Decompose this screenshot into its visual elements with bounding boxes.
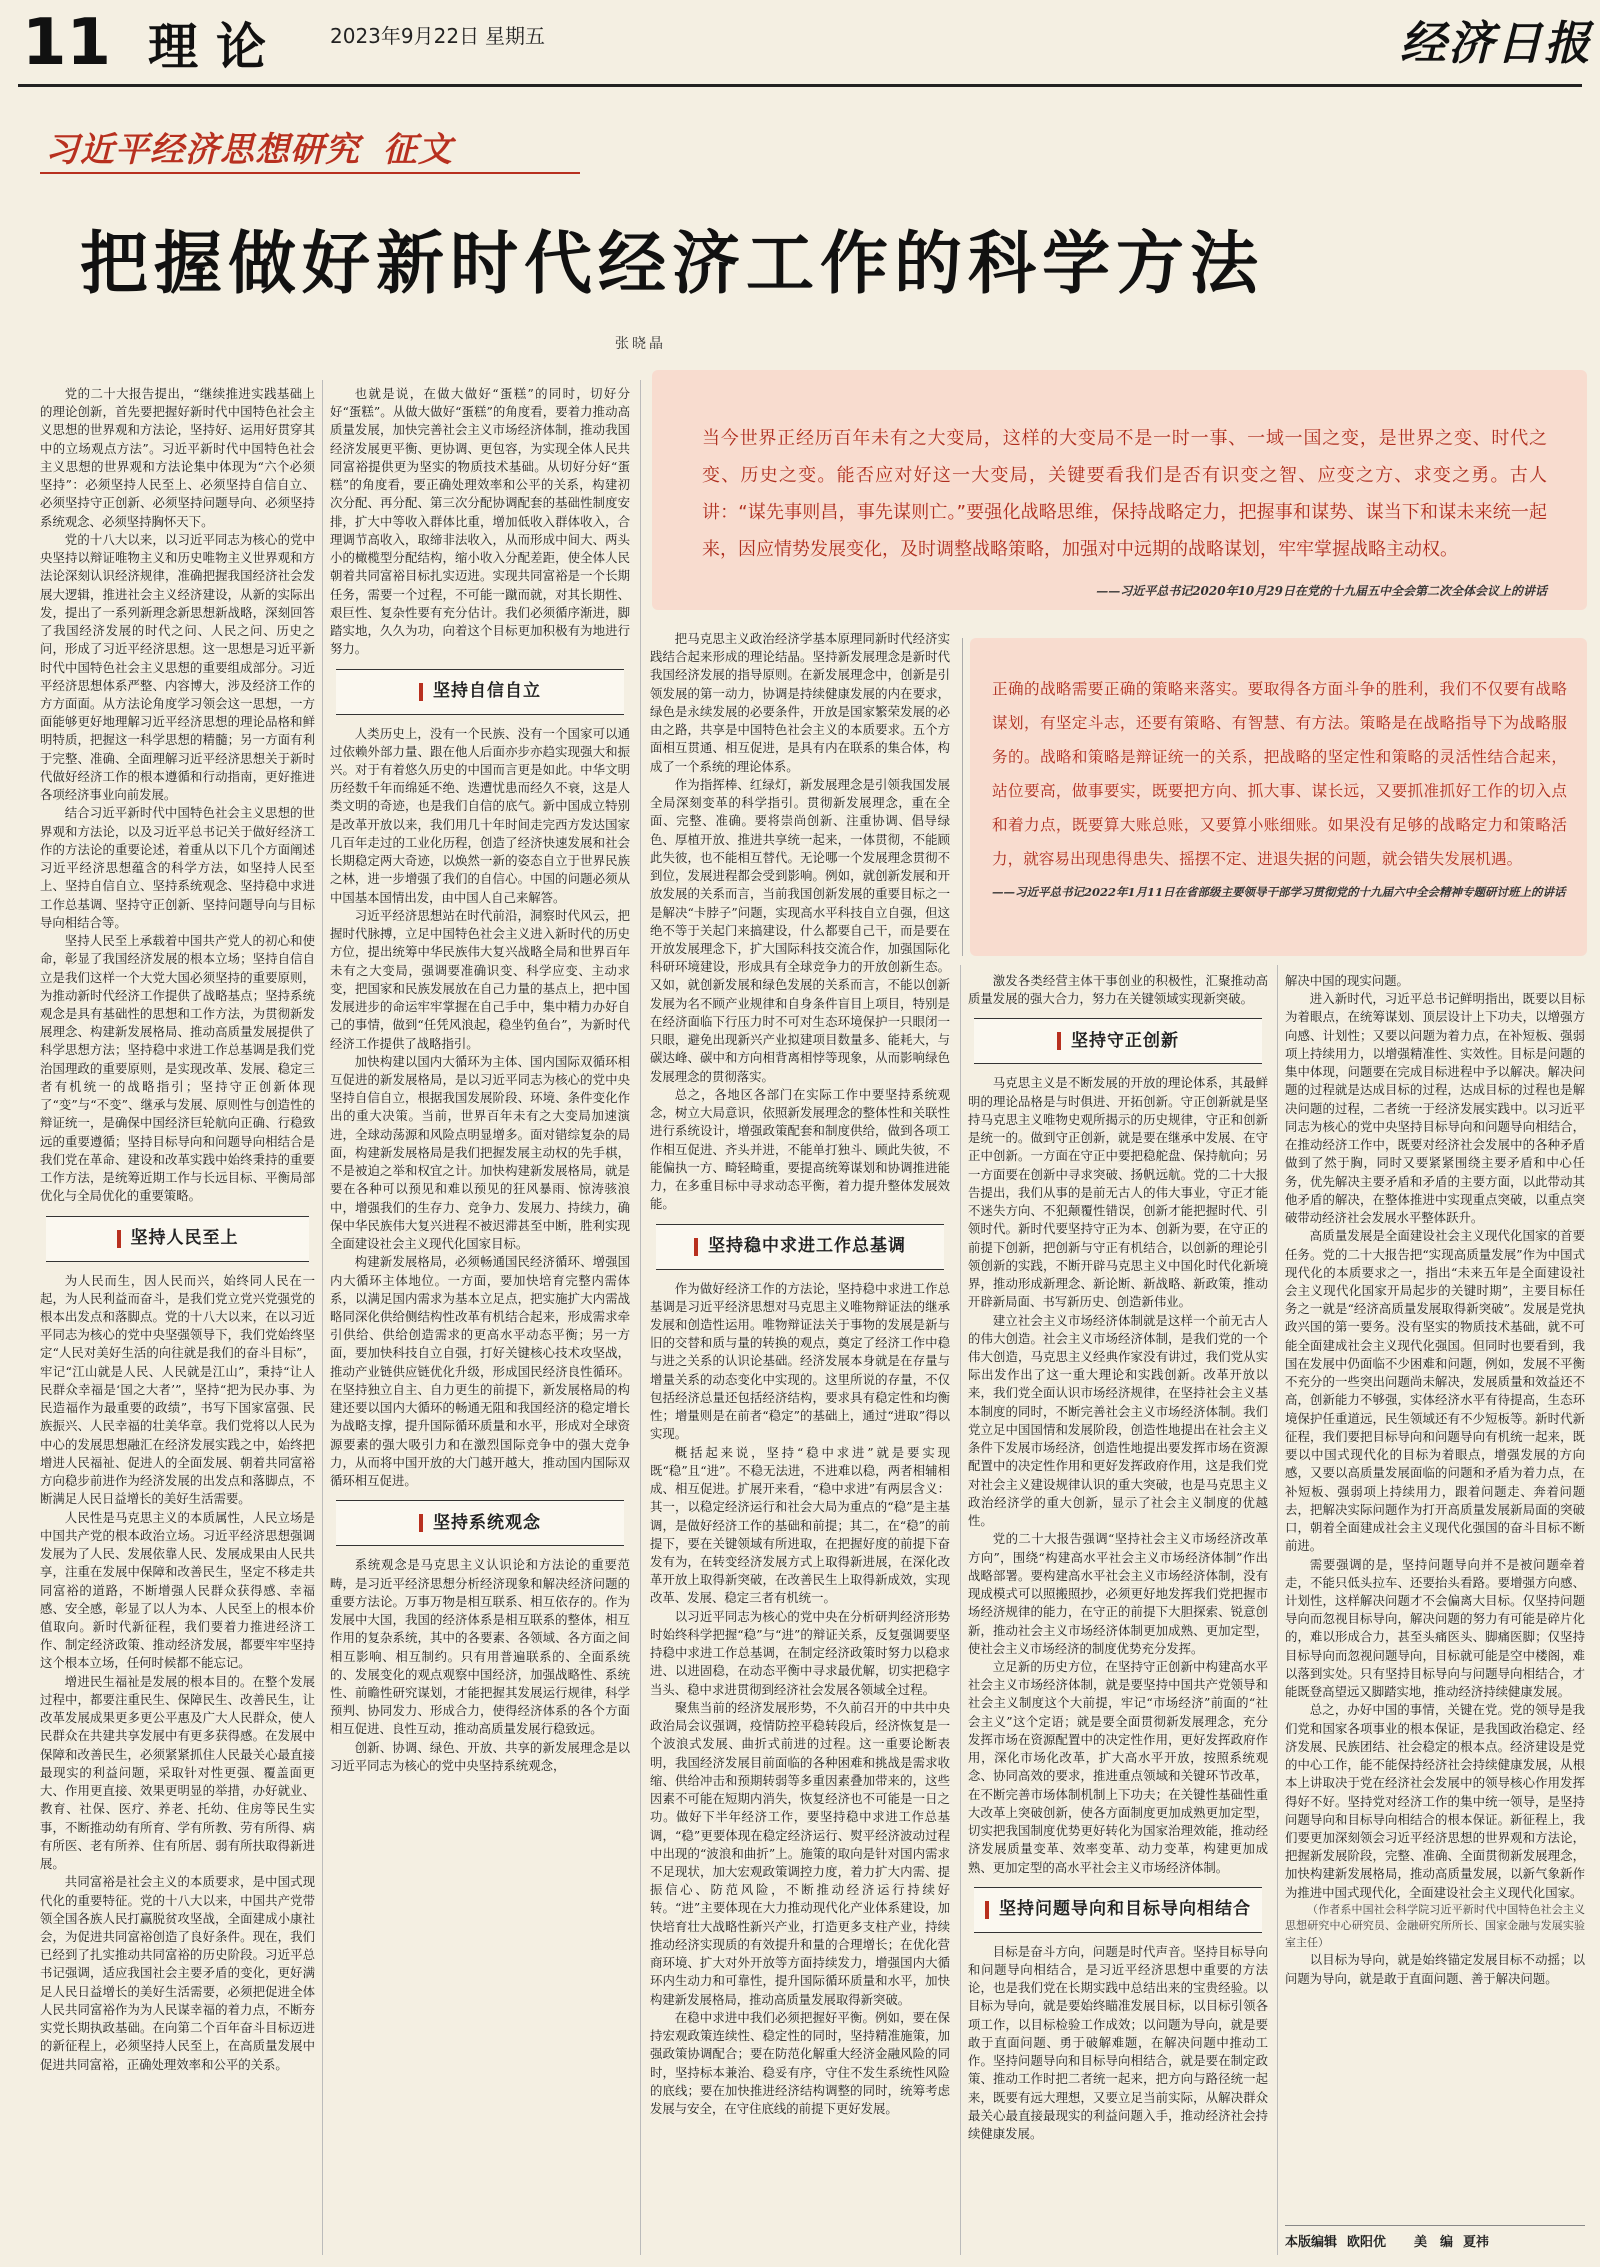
section-head-confidence: [336, 669, 624, 715]
column-sub: 征文: [382, 130, 453, 170]
quote-2-text: 正确的战略需要正确的策略来落实。要取得各方面斗争的胜利，我们不仅要有战略谋划，有坚定斗志，还要有策略、有智慧、有方法。策略是在战略指导下为战略服务的。战略和策略是辩证统一的关系，把战略的坚定性和策略的灵活性结合起来，站位要高，做事要实，既要把方向、抓大事、谋长远，又要抓准抓好工作的切入点和着力点，既要算大账总账，又要算小账细账。如果没有足够的战略定力和策略活力，就容易出现患得患失、摇摆不定、进退失据的问题，就会错失发展机遇。: [992, 680, 1567, 868]
paragraph: 激发各类经营主体干事创业的积极性，汇聚推动高质量发展的强大合力，努力在关键领域实现新突破。: [968, 973, 1268, 1007]
column-underline: [40, 172, 580, 174]
paragraph: 加快构建以国内大循环为主体、国内国际双循环相互促进的新发展格局，是以习近平同志为核心的党中央坚持自信自立，根据我国发展阶段、环境、条件变化作出的重大决策。当前，世界百年未有之大变局加速演进，全球动荡源和风险点明显增多。面对错综复杂的局面，构建新发展格局是我们把握发展主动权的先手棋，不是被迫之举和权宜之计。加快构建新发展格局，就是要在各种可以预见和难以预见的狂风暴雨、惊涛骇浪中，增强我们的生存力、竞争力、发展力、持续力，确保中华民族伟大复兴进程不被迟滞甚至中断，胜利实现全面建设社会主义现代化国家目标。: [330, 1053, 630, 1252]
paragraph: 作为指挥棒、红绿灯，新发展理念是引领我国发展全局深刻变革的科学指引。贯彻新发展理念，重在全面、完整、准确。要将崇尚创新、注重协调、倡导绿色、厚植开放、推进共享统一起来，一体贯彻，不能顾此失彼，也不能相互替代。无论哪一个发展理念贯彻不到位，发展进程都会受到影响。例如，就创新发展和开放发展的关系而言，当前我国创新发展的重要目标之一是解决“卡脖子”问题，实现高水平科技自立自强，但这绝不等于关起门来搞建设，什么都要自己干，而是要在开放发展理念下，扩大国际科技交流合作，加强国际化科研环境建设，形成具有全球竞争力的开放创新生态。又如，就创新发展和绿色发展的关系而言，不能以创新发展为名不顾产业规律和自身条件盲目上项目，特别是在经济面临下行压力时不可对生态环境保护一只眼闭一只眼，避免出现新兴产业拟建项目数量多、能耗大，与碳达峰、碳中和方向相背离相悖等现象，从而影响绿色发展理念的贯彻落实。: [650, 776, 950, 1084]
section-bar: [694, 1238, 698, 1256]
paragraph: 党的二十大报告提出，“继续推进实践基础上的理论创新，首先要把握好新时代中国特色社会主义思想的世界观和方法论，坚持好、运用好贯穿其中的立场观点方法”。习近平新时代中国特色社会主义思想的世界观和方法论集中体现为“六个必须坚持”：必须坚持人民至上、必须坚持自信自立、必须坚持守正创新、必须坚持问题导向、必须坚持系统观念、必须坚持胸怀天下。: [40, 386, 315, 529]
paragraph: 总之，各地区各部门在实际工作中要坚持系统观念，树立大局意识，依照新发展理念的整体性和关联性进行系统设计，增强政策配套和制度供给，做到各项工作相互促进、齐头并进，不能单打独斗、顾此失彼，不能偏执一方、畸轻畸重，要提高统筹谋划和协调推进能力，在多重目标中寻求动态平衡，着力提升整体发展效能。: [650, 1086, 950, 1212]
author-note: （作者系中国社会科学院习近平新时代中国特色社会主义思想研究中心研究员、金融研究所所长、国家金融与发展实验室主任）: [1285, 1902, 1585, 1949]
paragraph: 党的十八大以来，以习近平同志为核心的党中央坚持以辩证唯物主义和历史唯物主义世界观和方法论深刻认识经济规律，准确把握我国经济社会发展大逻辑，推进社会主义经济建设，从新的实际出发，提出了一系列新理念新思想新战略，深刻回答了我国经济发展的时代之问、人民之问、历史之问，形成了习近平经济思想。这一思想是习近平新时代中国特色社会主义思想的重要组成部分。习近平经济思想体系严整、内容博大，涉及经济工作的方方面面。从方法论角度学习领会这一思想，一方面能够更好地理解习近平经济思想的理论品格和鲜明特质，把握这一科学思想的精髓；另一方面有利于完整、准确、全面理解习近平经济思想关于新时代做好经济工作的根本遵循和行动指南，更好推进各项经济事业向前发展。: [40, 531, 315, 803]
designer-names: 夏祎: [1463, 2235, 1490, 2250]
column-divider: [960, 965, 961, 2255]
column-divider: [1277, 965, 1278, 2255]
paragraph: 需要强调的是，坚持问题导向并不是被问题牵着走，不能只低头拉车、还要抬头看路。要增强方向感、计划性，这样解决问题才不会偏离大目标。仅坚持问题导向而忽视目标导向，解决问题的努力有可能是碎片化的，难以形成合力，甚至头痛医头、脚痛医脚；仅坚持目标导向而忽视问题导向，目标就可能是空中楼阁，难以落到实处。只有坚持目标导向与问题导向相结合，才能既登高望远又脚踏实地，推动经济持续健康发展。: [1285, 1556, 1585, 1700]
paragraph: 把马克思主义政治经济学基本原理同新时代经济实践结合起来形成的理论结晶。坚持新发展理念是新时代我国经济发展的指导原则。在新发展理念中，创新是引领发展的第一动力，协调是持续健康发展的内在要求，绿色是永续发展的必要条件，开放是国家繁荣发展的必由之路，共享是中国特色社会主义的本质要求。五个方面相互贯通、相互促进，是具有内在联系的集合体，构成了一个系统的理论体系。: [650, 631, 950, 774]
issue-weekday: 星期五: [485, 24, 545, 48]
paragraph: 建立社会主义市场经济体制就是这样一个前无古人的伟大创造。社会主义市场经济体制，是我们党的一个伟大创造，马克思主义经典作家没有讲过，我们党从实际出发作出了这一重大理论和实践创新。改革开放以来，我们党全面认识市场经济规律，在坚持社会主义基本制度的同时，不断完善社会主义市场经济体制。我们党立足中国国情和发展阶段，创造性地提出在社会主义条件下发展市场经济，创造性地提出要发挥市场在资源配置中的决定性作用和更好发挥政府作用，这是我们党对社会主义建设规律认识的重大突破，也是马克思主义政治经济学的重大创新，显示了社会主义制度的优越性。: [968, 1312, 1268, 1529]
quote-2-source: ——习近平总书记2022年1月11日在省部级主要领导干部学习贯彻党的十九届六中全会精神专题研讨班上的讲话: [992, 885, 1566, 899]
paragraph: 共同富裕是社会主义的本质要求，是中国式现代化的重要特征。党的十八大以来，中国共产党带领全国各族人民打赢脱贫攻坚战，全面建成小康社会，为促进共同富裕创造了良好条件。现在，我们已经到了扎实推动共同富裕的历史阶段。习近平总书记强调，适应我国社会主要矛盾的变化，更好满足人民日益增长的美好生活需要，必须把促进全体人民共同富裕作为为人民谋幸福的着力点，不断夯实党长期执政基础。在向第二个百年奋斗目标迈进的新征程上，必须坚持人民至上，在高质量发展中促进共同富裕，正确处理效率和公平的关系。: [40, 1874, 315, 2072]
section-head-system: [336, 1500, 624, 1546]
column-5: [1285, 972, 1585, 2217]
masthead: [0, 0, 1600, 100]
paragraph: 立足新的历史方位，在坚持守正创新中构建高水平社会主义市场经济体制，就是要坚持中国共产党领导和社会主义制度这个大前提，牢记“市场经济”前面的“社会主义”这个定语；就是要全面贯彻新发展理念，充分发挥市场在资源配置中的决定性作用，更好发挥政府作用，深化市场化改革，扩大高水平开放，按照系统观念、协同高效的要求，推进重点领域和关键环节改革，在不断完善市场体制机制上下功夫；在关键性基础性重大改革上突破创新，使各方面制度更加成熟更加定型，切实把我国制度优势更好转化为国家治理效能，推动经济发展质量变革、效率变革、动力变革，构建更加成熟、更加定型的高水平社会主义市场经济体制。: [968, 1658, 1268, 1875]
section-head-text: 坚持问题导向和目标导向相结合: [999, 1899, 1251, 1920]
column-2: [330, 385, 630, 2255]
paragraph: 以目标为导向，就是始终锚定发展目标不动摇；以问题为导向，就是敢于直面问题、善于解决问题。: [1285, 1952, 1585, 1986]
section-name: 理论: [148, 17, 284, 76]
section-head-text: 坚持系统观念: [433, 1512, 541, 1533]
section-head-text: 坚持稳中求进工作总基调: [708, 1236, 906, 1256]
paragraph: 概括起来说，坚持“稳中求进”就是要实现既“稳”且“进”。不稳无法进，不进难以稳，两者相辅相成、相互促进。扩展开来看，“稳中求进”有两层含义：其一，以稳定经济运行和社会大局为重点的“稳”是主基调，是做好经济工作的基础和前提；其二，在“稳”的前提下，要在关键领域有所进取，在把握好度的前提下奋发有为，在转变经济发展方式上取得新进展，在深化改革开放上取得新突破，在改善民生上取得新成效，实现改革、发展、稳定三者有机统一。: [650, 1444, 950, 1606]
designer-label: 美 编: [1414, 2235, 1454, 2250]
quote-box-2: [970, 638, 1587, 956]
paragraph: 结合习近平新时代中国特色社会主义思想的世界观和方法论，以及习近平总书记关于做好经济工作的方法论的重要论述，着重从以下几个方面阐述习近平经济思想蕴含的科学方法，如坚持人民至上、坚持自信自立、坚持系统观念、坚持稳中求进工作总基调、坚持守正创新、坚持问题导向与目标导向相结合等。: [40, 805, 315, 930]
column-name: 习近平经济思想研究: [45, 130, 360, 170]
paragraph: 增进民生福祉是发展的根本目的。在整个发展过程中，都要注重民生、保障民生、改善民生，让改革发展成果更多更公平惠及广大人民群众，使人民群众在共建共享发展中有更多获得感。在发展中保障和改善民生，必须紧紧抓住人民最关心最直接最现实的利益问题，采取针对性更强、覆盖面更大、作用更直接、效果更明显的举措，办好就业、教育、社保、医疗、养老、托幼、住房等民生实事，不断推动幼有所育、学有所教、劳有所得、病有所医、老有所养、住有所居、弱有所扶取得新进展。: [40, 1673, 315, 1872]
section-head-text: 坚持人民至上: [130, 1228, 239, 1249]
paragraph: 以习近平同志为核心的党中央在分析研判经济形势时始终科学把握“稳”与“进”的辩证关系，反复强调要坚持稳中求进工作总基调，在制定经济政策时努力以稳求进、以进固稳，在动态平衡中寻求最优解，切实把稳字当头、稳中求进贯彻到经济社会发展各领域全过程。: [650, 1608, 950, 1697]
column-divider: [640, 380, 641, 2255]
paragraph: 在稳中求进中我们必须把握好平衡。例如，要在保持宏观政策连续性、稳定性的同时，坚持精准施策，加强政策协调配合；要在防范化解重大经济金融风险的同时，坚持标本兼治、稳妥有序，守住不发生系统性风险的底线；要在加快推进经济结构调整的同时，统筹考虑发展与安全，在守住底线的前提下更好发展。: [650, 2009, 950, 2117]
quote-1-text: 当今世界正经历百年未有之大变局，这样的大变局不是一时一事、一域一国之变，是世界之变、时代之变、历史之变。能否应对好这一大变局，关键要看我们是否有识变之智、应变之方、求变之勇。古人讲：“谋先事则昌，事先谋则亡。”要强化战略思维，保持战略定力，把握事和谋势、谋当下和谋未来统一起来，因应情势发展变化，及时调整战略策略，加强对中远期的战略谋划，牢牢掌握战略主动权。: [702, 428, 1547, 560]
paragraph: 人民性是马克思主义的本质属性，人民立场是中国共产党的根本政治立场。习近平经济思想强调发展为了人民、发展依靠人民、发展成果由人民共享，注重在发展中保障和改善民生，坚定不移走共同富裕的道路，不断增强人民群众获得感、幸福感、安全感，彰显了以人为本、人民至上的根本价值取向。新时代新征程，我们要着力推进经济工作、制定经济政策、推动经济发展，都要牢牢坚持这个根本立场，任何时候都不能忘记。: [40, 1509, 315, 1671]
paragraph: 习近平经济思想站在时代前沿，洞察时代风云，把握时代脉搏，立足中国特色社会主义进入新时代的历史方位，提出统筹中华民族伟大复兴战略全局和世界百年未有之大变局，强调要准确识变、科学应变、主动求变，把国家和民族发展放在自己力量的基点上，把中国发展进步的命运牢牢掌握在自己手中，集中精力办好自己的事情，做到“任凭风浪起，稳坐钓鱼台”，为新时代经济工作提供了战略指引。: [330, 907, 630, 1051]
column-divider: [322, 380, 323, 2255]
paragraph: 解决中国的现实问题。: [1285, 973, 1409, 988]
column-1: [40, 385, 315, 2255]
quote-box-1: [652, 370, 1587, 610]
section-bar: [419, 683, 423, 701]
paragraph: 人类历史上，没有一个民族、没有一个国家可以通过依赖外部力量、跟在他人后面亦步亦趋实现强大和振兴。对于有着悠久历史的中国而言更是如此。中华文明历经数千年而绵延不绝、迭遭忧患而经久不衰，这是人类文明的奇迹，也是我们自信的底气。新中国成立特别是改革开放以来，我们用几十年时间走完西方发达国家几百年走过的工业化历程，创造了经济快速发展和社会长期稳定两大奇迹，以焕然一新的姿态自立于世界民族之林，进一步增强了我们的自信心。中国的问题必须从中国基本国情出发，由中国人自己来解答。: [330, 725, 630, 905]
section-head-innovation: [974, 1018, 1262, 1064]
column-4: [968, 972, 1268, 2255]
editor-label: 本版编辑: [1285, 2235, 1338, 2250]
column-3: [650, 630, 950, 2255]
masthead-rule: [18, 84, 1582, 87]
section-head-text: 坚持守正创新: [1071, 1030, 1179, 1051]
paragraph: 作为做好经济工作的方法论，坚持稳中求进工作总基调是习近平经济思想对马克思主义唯物辩证法的继承发展和创造性运用。唯物辩证法关于事物的发展是新与旧的交替和质与量的转换的观点，奠定了经济工作中稳与进之关系的认识论基础。经济发展本身就是在存量与增量关系的动态变化中实现的。这里所说的存量，不仅包括经济总量还包括经济结构，要求具有稳定性和均衡性；增量则是在前者“稳定”的基础上，通过“进取”得以实现。: [650, 1280, 950, 1442]
paper-logo: 经济日报: [1400, 16, 1592, 70]
paragraph: 党的二十大报告强调“坚持社会主义市场经济改革方向”，围绕“构建高水平社会主义市场经济体制”作出战略部署。要构建高水平社会主义市场经济体制，没有现成模式可以照搬照抄，必须更好地发挥我们党把握市场经济规律的能力，在守正的前提下大胆探索、锐意创新，推动社会主义市场经济体制更加成熟、更加定型，使社会主义市场经济的制度优势充分发挥。: [968, 1531, 1268, 1656]
paragraph: 进入新时代，习近平总书记鲜明指出，既要以目标为着眼点，在统筹谋划、顶层设计上下功夫，以增强方向感、计划性；又要以问题为着力点，在补短板、强弱项上持续用力，以增强精准性、实效性。目标是问题的集中体现，问题要在完成目标进程中予以解决。解决问题的过程就是达成目标的过程，达成目标的过程也是解决问题的过程，二者统一于经济发展实践中。以习近平同志为核心的党中央坚持目标导向和问题导向相结合，在推动经济工作中，既要对经济社会发展中的各种矛盾做到了然于胸，同时又要紧紧围绕主要矛盾和中心任务，优先解决主要矛盾和矛盾的主要方面，以此带动其他矛盾的解决，在整体推进中实现重点突破，以重点突破带动经济社会发展水平整体跃升。: [1285, 991, 1585, 1226]
paragraph: 总之，办好中国的事情，关键在党。党的领导是我们党和国家各项事业的根本保证，是我国政治稳定、经济发展、民族团结、社会稳定的根本点。经济建设是党的中心工作，能不能保持经济社会持续健康发展，从根本上讲取决于党在经济社会发展中的领导核心作用发挥得好不好。坚持党对经济工作的集中统一领导，是坚持问题导向和目标导向相结合的根本保证。新征程上，我们要更加深刻领会习近平经济思想的世界观和方法论，把握新发展阶段，完整、准确、全面贯彻新发展理念，加快构建新发展格局，推动高质量发展，以新气象新作为推进中国式现代化，全面建设社会主义现代化国家。: [1285, 1702, 1585, 1900]
paragraph: 坚持人民至上承载着中国共产党人的初心和使命，彰显了我国经济发展的根本立场；坚持自信自立是我们这样一个大党大国必须坚持的重要原则，为推动新时代经济工作提供了战略基点；坚持系统观念是具有基础性的思想和工作方法，为贯彻新发展理念、构建新发展格局、推动高质量发展提供了科学思想方法；坚持稳中求进工作总基调是我们党治国理政的重要原则，是实现改革、发展、稳定三者有机统一的战略指引；坚持守正创新体现了“变”与“不变”、继承与发展、原则性与创造性的辩证统一，是确保中国经济巨轮航向正确、行稳致远的重要遵循；坚持目标导向和问题导向相结合是我们党在革命、建设和改革实践中始终秉持的重要工作方法，是统筹近期工作与长远目标、平衡局部优化与全局优化的重要策略。: [40, 933, 315, 1204]
paragraph: 构建新发展格局，必须畅通国民经济循环、增强国内大循环主体地位。一方面，要加快培育完整内需体系，以满足国内需求为基本立足点，把实施扩大内需战略同深化供给侧结构性改革有机结合起来，形成需求牵引供给、供给创造需求的更高水平动态平衡；另一方面，要加快科技自立自强，打好关键核心技术攻坚战，推动产业链供应链优化升级，形成国民经济良性循环。在坚持独立自主、自力更生的前提下，新发展格局的构建还要以国内大循环的畅通无阻和我国经济的稳定增长为战略支撑，提升国际循环质量和水平，形成对全球资源要素的强大吸引力和在激烈国际竞争中的强大竞争力，从而将中国开放的大门越开越大，推动国内国际双循环相互促进。: [330, 1254, 630, 1489]
section-head-people: [46, 1216, 309, 1262]
editor-names: 欧阳优: [1347, 2235, 1387, 2250]
paragraph: 也就是说，在做大做好“蛋糕”的同时，切好分好“蛋糕”。从做大做好“蛋糕”的角度看，要着力推动高质量发展，加快完善社会主义市场经济体制，推动我国经济发展更平衡、更协调、更包容，为实现全体人民共同富裕提供更为坚实的物质技术基础。从切好分好“蛋糕”的角度看，要正确处理效率和公平的关系，构建初次分配、再分配、第三次分配协调配套的基础性制度安排，扩大中等收入群体比重，增加低收入群体收入，合理调节高收入，取缔非法收入，从而形成中间大、两头小的橄榄型分配结构，缩小收入分配差距，使全体人民朝着共同富裕目标扎实迈进。实现共同富裕是一个长期任务，需要一个过程，不可能一蹴而就，对其长期性、艰巨性、复杂性要有充分估计。我们必须循序渐进，脚踏实地，久久为功，向着这个目标更加积极有为地进行努力。: [330, 386, 630, 657]
editors-footer: [1285, 2225, 1585, 2255]
section-bar: [1057, 1032, 1061, 1050]
paragraph: 为人民而生，因人民而兴，始终同人民在一起，为人民利益而奋斗，是我们党立党兴党强党的根本出发点和落脚点。党的十八大以来，在以习近平同志为核心的党中央坚强领导下，我们党始终坚定“人民对美好生活的向往就是我们的奋斗目标”，牢记“江山就是人民、人民就是江山”，秉持“让人民群众幸福是‘国之大者’”，坚持“把为民办事、为民造福作为最重要的政绩”，书写下国家富强、民族振兴、人民幸福的壮美华章。我们党将以人民为中心的发展思想融汇在经济发展实践之中，始终把增进人民福祉、促进人的全面发展、朝着共同富裕方向稳步前进作为经济发展的出发点和落脚点，不断满足人民日益增长的美好生活需要。: [40, 1272, 315, 1507]
paragraph: 聚焦当前的经济发展形势，不久前召开的中共中央政治局会议强调，疫情防控平稳转段后，经济恢复是一个波浪式发展、曲折式前进的过程。这一重要论断表明，我国经济发展目前面临的各种困难和挑战是需求收缩、供给冲击和预期转弱等多重因素叠加带来的，这些因素不可能在短期内消失，恢复经济也不可能是一日之功。做好下半年经济工作，要坚持稳中求进工作总基调，“稳”更要体现在稳定经济运行、熨平经济波动过程中出现的“波浪和曲折”上。施策的取向是针对国内需求不足现状，加大宏观政策调控力度，着力扩大内需、提振信心、防范风险，不断推动经济运行持续好转。“进”主要体现在大力推动现代化产业体系建设，加快培育壮大战略性新兴产业，打造更多支柱产业，持续推动经济实现质的有效提升和量的合理增长；在优化营商环境、扩大对外开放等方面持续发力，增强国内大循环内生动力和可靠性，提升国际循环质量和水平，加快构建新发展格局，推动高质量发展取得新突破。: [650, 1699, 950, 2007]
paragraph: 系统观念是马克思主义认识论和方法论的重要范畴，是习近平经济思想分析经济现象和解决经济问题的重要方法论。万事万物是相互联系、相互依存的。作为发展中大国，我国的经济体系是相互联系的整体，相互作用的复杂系统，其中的各要素、各领域、各方面之间相互影响、相互制约。只有用普遍联系的、全面系统的、发展变化的观点观察中国经济，加强战略性、系统性、前瞻性研究谋划，才能把握其发展运行规律，科学预判、协同发力、形成合力，使得经济体系的各个方面相互促进、良性互动，推动高质量发展行稳致远。: [330, 1557, 630, 1737]
paragraph: 目标是奋斗方向，问题是时代声音。坚持目标导向和问题导向相结合，是习近平经济思想中重要的方法论，也是我们党在长期实践中总结出来的宝贵经验。以目标为导向，就是要始终瞄准发展目标，以目标引领各项工作，以目标检验工作成效；以问题为导向，就是要敢于直面问题、勇于破解难题，在解决问题中推动工作。坚持问题导向和目标导向相结合，就是要在制定政策、推动工作时把二者统一起来，把方向与路径统一起来，既要有远大理想，又要立足当前实际，从解决群众最关心最直接最现实的利益问题入手，推动经济社会持续健康发展。: [968, 1943, 1268, 2142]
page-number: 11: [22, 6, 112, 80]
divider-vertical-quote: [962, 638, 963, 956]
column-label: [45, 122, 453, 171]
paragraph: 创新、协调、绿色、开放、共享的新发展理念是以习近平同志为核心的党中央坚持系统观念，: [330, 1739, 630, 1773]
article-title: 把握做好新时代经济工作的科学方法: [80, 225, 1265, 304]
paragraph: 马克思主义是不断发展的开放的理论体系，其最鲜明的理论品格是与时俱进、开拓创新。守正创新就是坚持马克思主义唯物史观所揭示的历史规律，守正和创新是统一的。做到守正创新，就是要在继承中发展、在守正中创新。一方面在守正中要把稳舵盘、保持航向；另一方面要在创新中寻求突破、扬帆远航。党的二十大报告提出，我们从事的是前无古人的伟大事业，守正才能不迷失方向、不犯颠覆性错误，创新才能把握时代、引领时代。新时代要坚持守正为本、创新为要，在守正的前提下创新，把创新与守正有机结合，以创新的理论引领创新的实践，不断开辟马克思主义中国化时代化新境界，推动形成新理念、新论断、新战略、新政策，推动开辟新局面、书写新历史、创造新伟业。: [968, 1075, 1268, 1310]
section-bar: [985, 1901, 989, 1919]
section-bar: [419, 1514, 423, 1532]
issue-date: 2023年9月22日: [330, 24, 480, 48]
paragraph: 高质量发展是全面建设社会主义现代化国家的首要任务。党的二十大报告把“实现高质量发展”作为中国式现代化的本质要求之一，指出“未来五年是全面建设社会主义现代化国家开局起步的关键时期”，主要目标任务之一就是“经济高质量发展取得新突破”。发展是党执政兴国的第一要务。没有坚实的物质技术基础，就不可能全面建成社会主义现代化强国。但同时也要看到，我国在发展中仍面临不少困难和问题，例如，发展不平衡不充分的一些突出问题尚未解决，发展质量和效益还不高，创新能力不够强，实体经济水平有待提高，生态环境保护任重道远，民生领域还有不少短板等。新时代新征程，我们要把目标导向和问题导向有机统一起来，既要以中国式现代化的目标为着眼点，增强发展的方向感，又要以高质量发展面临的问题和矛盾为着力点，在补短板、强弱项上持续用力，跟着问题走、奔着问题去，把解决实际问题作为打开高质量发展新局面的突破口，朝着全面建成社会主义现代化强国的奋斗目标不断前进。: [1285, 1228, 1585, 1554]
section-head-stability: [656, 1224, 944, 1270]
quote-1-source: ——习近平总书记2020年10月29日在党的十九届五中全会第二次全体会议上的讲话: [1096, 584, 1547, 598]
section-head-problem: [974, 1887, 1262, 1933]
section-head-text: 坚持自信自立: [433, 681, 541, 702]
section-bar: [117, 1230, 121, 1248]
article-author: 张晓晶: [615, 336, 666, 352]
